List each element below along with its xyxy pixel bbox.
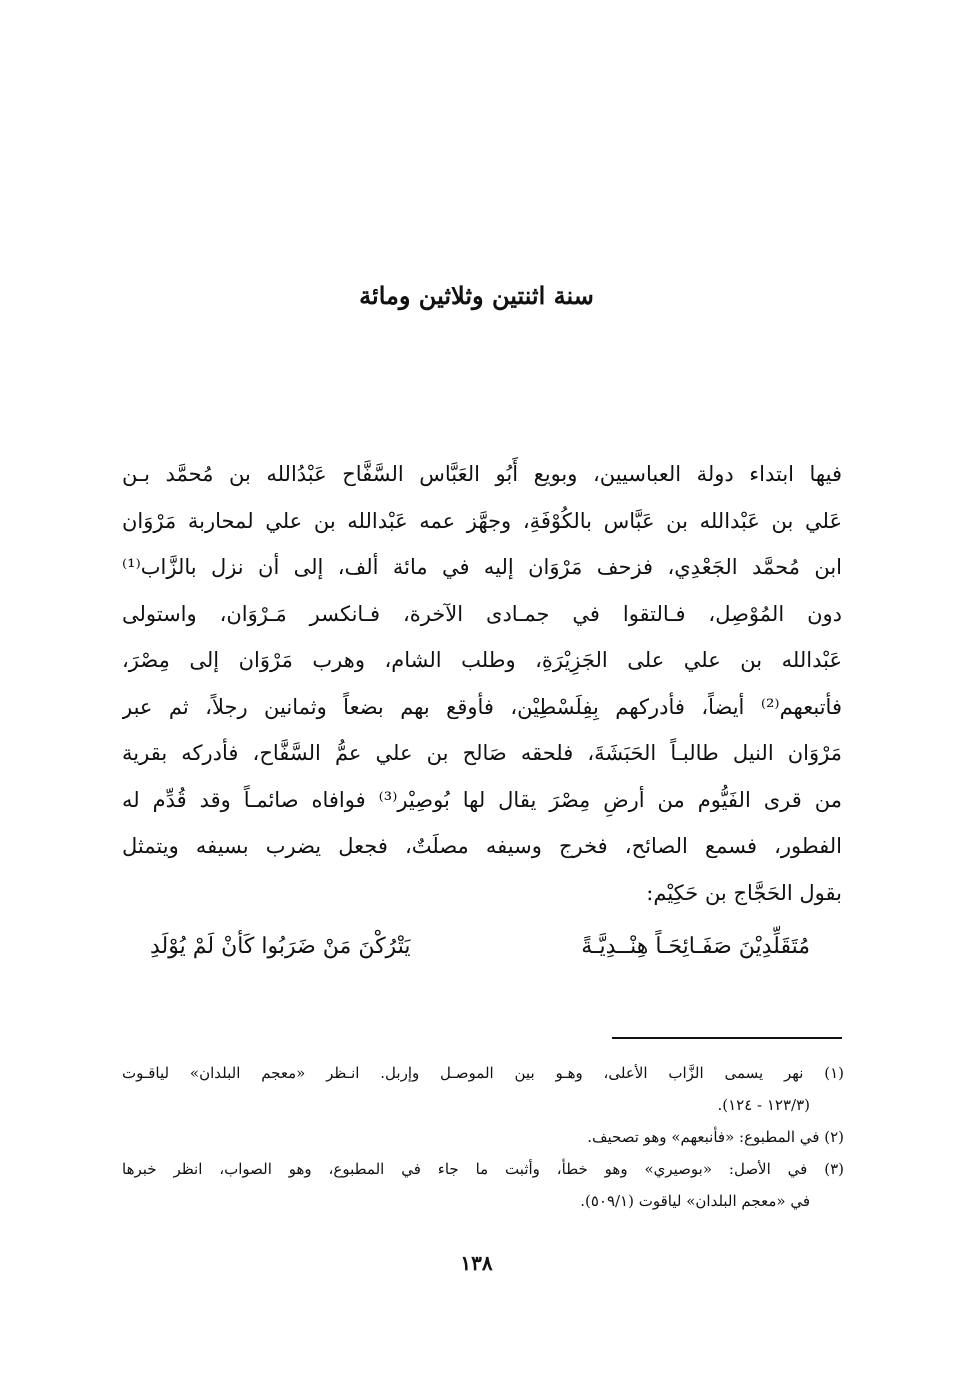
footnote-1 — [122, 1057, 844, 1121]
text-line: الفطور، فسمع الصائح، فخرج وسيفه مصلَتٌ، فجعل يضرب بسيفه ويتمثل — [122, 834, 842, 858]
footnote-line: (٣) في الأصل: «بوصيري» وهو خطأ، وأثبت ما جاء في المطبوع، وهو الصواب، انظر خبرها — [122, 1160, 844, 1178]
footnote-2 — [122, 1121, 844, 1153]
text-line: بقول الحَجَّاج بن حَكِيْم: — [646, 880, 842, 905]
text-line: فيها ابتداء دولة العباسيين، وبويع أَبُو العَبَّاس السَّفَّاح عَبْدُالله بن مُحمَّد بـن — [122, 462, 842, 486]
text-line: عَبْدالله بن علي على الجَزِيْرَةِ، وطلب الشام، وهرب مَرْوَان إلى مِصْرَ، — [122, 648, 842, 672]
footnote-separator — [612, 1037, 842, 1039]
main-text — [122, 451, 842, 916]
section-heading: سنة اثنتين وثلاثين ومائة — [359, 281, 594, 310]
footnote-line: (٢) في المطبوع: «فأنبعهم» وهو تصحيف. — [587, 1128, 844, 1146]
poetry-verse — [150, 922, 810, 972]
verse-first-hemistich: مُتَقَلِّدِيْنَ صَفَـائِحَـاً هِنْــدِيَّـةً — [581, 934, 810, 959]
footnotes — [122, 1057, 844, 1217]
text-line: عَلي بن عَبْدالله بن عَبَّاس بالكُوْفَةِ، وجهَّز عمه عَبْدالله بن علي لمحاربة مَرْوَان — [122, 508, 842, 533]
text-line: مَرْوَان النيل طالبـاً الحَبَشَةَ، فلحقه صَالح بن علي عمُّ السَّفَّاح، فأدركه بقرية — [122, 741, 842, 765]
footnote-line: في «معجم البلدان» لياقوت (٥٠٩/١). — [580, 1192, 810, 1210]
footnote-line: (١٢٣/٣ - ١٢٤). — [717, 1096, 810, 1114]
footnote-line: (١) نهر يسمى الزَّاب الأعلى، وهـو بين الموصـل وإربل. انـظر «معجم البلدان» لياقـوت — [122, 1064, 844, 1082]
text-line: فأتبعهم⁽²⁾ أيضاً، فأدركهم بِفِلَسْطِيْن، فأوقع بهم بضعاً وثمانين رجلاً، ثم عبر — [122, 694, 842, 719]
text-line: دون المُوْصِل، فـالتقوا في جمـادى الآخرة، فـانكسر مَـرْوَان، واستولى — [122, 601, 842, 626]
verse-second-hemistich: يَتْرُكْنَ مَنْ ضَرَبُوا كَأنْ لَمْ يُوْلَدِ — [150, 934, 411, 959]
text-line: من قرى الفَيُّوم من أرضِ مِصْرَ يقال لها بُوصِيْر⁽³⁾ فوافاه صائمـاً وقد قُدِّم له — [122, 787, 842, 812]
page-number: ١٣٨ — [460, 1251, 493, 1275]
footnote-3 — [122, 1153, 844, 1217]
text-line: ابن مُحمَّد الجَعْدِي، فزحف مَرْوَان إليه في مائة ألف، إلى أن نزل بالزَّاب⁽¹⁾ — [122, 555, 842, 579]
